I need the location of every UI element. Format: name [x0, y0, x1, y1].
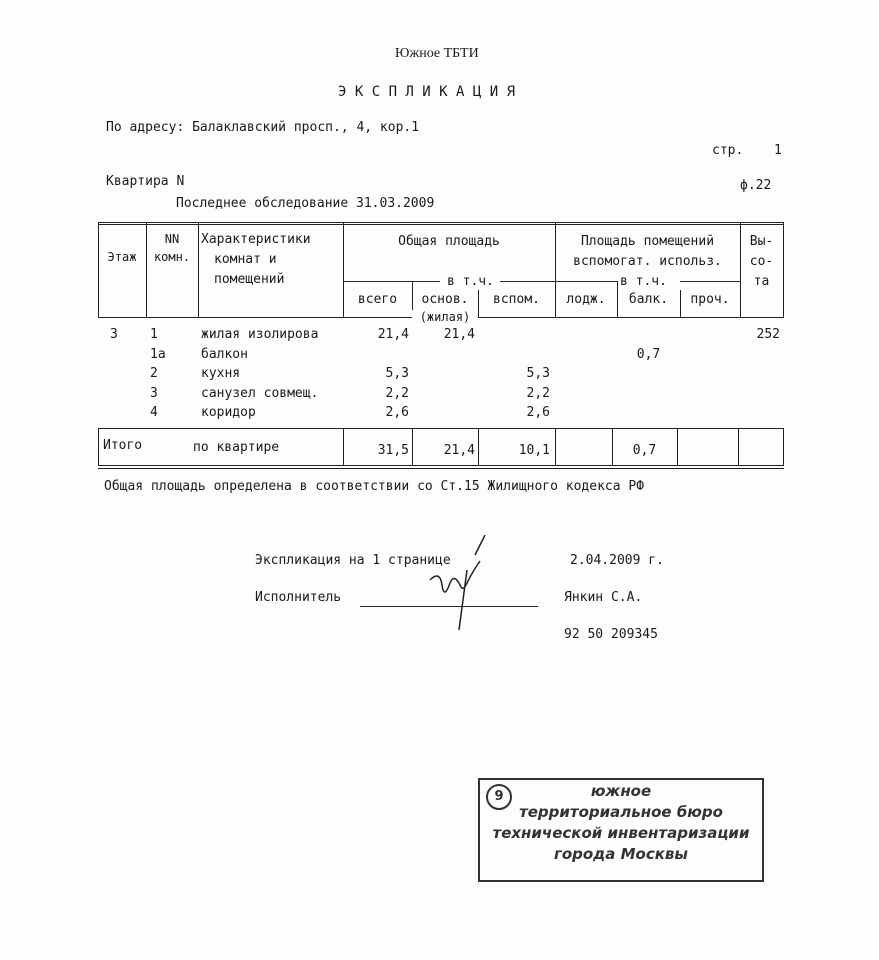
cell-height: 252	[756, 327, 780, 342]
header-characteristics-2: комнат и	[214, 252, 277, 267]
cell-no: 2	[150, 366, 158, 381]
total-main: 21,4	[443, 443, 475, 458]
bti-stamp	[478, 778, 764, 882]
form-number: ф.22	[740, 178, 772, 193]
header-all: всего	[357, 292, 398, 307]
cell-aux: 2,2	[526, 385, 550, 401]
signature-image	[405, 535, 515, 635]
page-number: 1	[774, 143, 782, 158]
total-label: Итого	[103, 438, 143, 453]
stamp-line-2: территориальное бюро	[519, 803, 723, 821]
header-floor: Этаж	[107, 250, 137, 264]
total-all: 31,5	[377, 443, 409, 458]
stamp-line-3: технической инвентаризации	[492, 824, 750, 842]
header-aux-area: Площадь помещений	[580, 234, 715, 249]
cell-floor: 3	[110, 327, 118, 342]
cell-all: 5,3	[385, 366, 409, 381]
total-balcony: 0,7	[632, 443, 657, 458]
header-height-2: со-	[749, 254, 774, 269]
cell-name: жилая изолирова	[201, 327, 319, 342]
header-height: Вы-	[749, 234, 774, 249]
stamp-number: 9	[486, 784, 512, 810]
header-incl: в т.ч.	[447, 274, 494, 289]
cell-aux: 2,6	[526, 405, 550, 420]
header-aux: вспом.	[493, 292, 540, 307]
total-label-2: по квартире	[193, 440, 280, 455]
executor-name: Янкин С.А.	[564, 590, 643, 605]
apartment-label: Квартира N	[106, 174, 185, 189]
header-characteristics-3: помещений	[214, 272, 285, 287]
total-aux: 10,1	[518, 443, 550, 458]
cell-name: балкон	[201, 346, 248, 362]
cell-name: кухня	[201, 366, 241, 381]
address: По адресу: Балаклавский просп., 4, кор.1	[106, 120, 420, 135]
pages-text: Экспликация на 1 странице	[255, 553, 451, 568]
header-total-area: Общая площадь	[398, 234, 500, 249]
header-balcony: балк.	[628, 292, 669, 307]
cell-main: 21,4	[443, 327, 475, 342]
cell-aux: 5,3	[526, 366, 550, 381]
cell-name: коридор	[201, 405, 256, 420]
header-aux-area-2: вспомогат. использ.	[573, 254, 722, 269]
cell-all: 21,4	[377, 327, 409, 342]
page-label: стр.	[712, 143, 744, 158]
header-other: проч.	[690, 292, 730, 307]
stamp-line-4: города Москвы	[553, 845, 688, 863]
cell-no: 1	[150, 327, 158, 342]
header-main-living: (жилая)	[412, 310, 478, 324]
header-incl-2: в т.ч.	[620, 274, 667, 289]
header-loggia: лодж.	[566, 292, 606, 307]
cell-balcony: 0,7	[636, 346, 661, 362]
cell-all: 2,2	[385, 385, 409, 401]
header-characteristics: Характеристики	[201, 232, 311, 247]
legal-note: Общая площадь определена в соответствии со Ст.15 Жилищного кодекса РФ	[104, 479, 645, 494]
org-name: Южное ТБТИ	[395, 46, 479, 61]
cell-no: 4	[150, 405, 158, 420]
header-height-3: та	[753, 274, 770, 289]
doc-date: 2.04.2009 г.	[570, 553, 664, 568]
last-survey: Последнее обследование 31.03.2009	[176, 196, 435, 211]
cell-all: 2,6	[385, 405, 409, 420]
cell-no: 1а	[150, 346, 166, 362]
doc-title: Э К С П Л И К А Ц И Я	[338, 84, 516, 100]
phone: 92 50 209345	[564, 627, 658, 642]
cell-no: 3	[150, 385, 158, 401]
header-main: основ.	[421, 292, 469, 307]
header-room-no: NN	[164, 232, 180, 246]
executor-label: Исполнитель	[255, 590, 342, 605]
stamp-line-1: южное	[590, 782, 652, 800]
header-room-no-2: комн.	[153, 250, 191, 264]
cell-name: санузел совмещ.	[201, 385, 319, 401]
